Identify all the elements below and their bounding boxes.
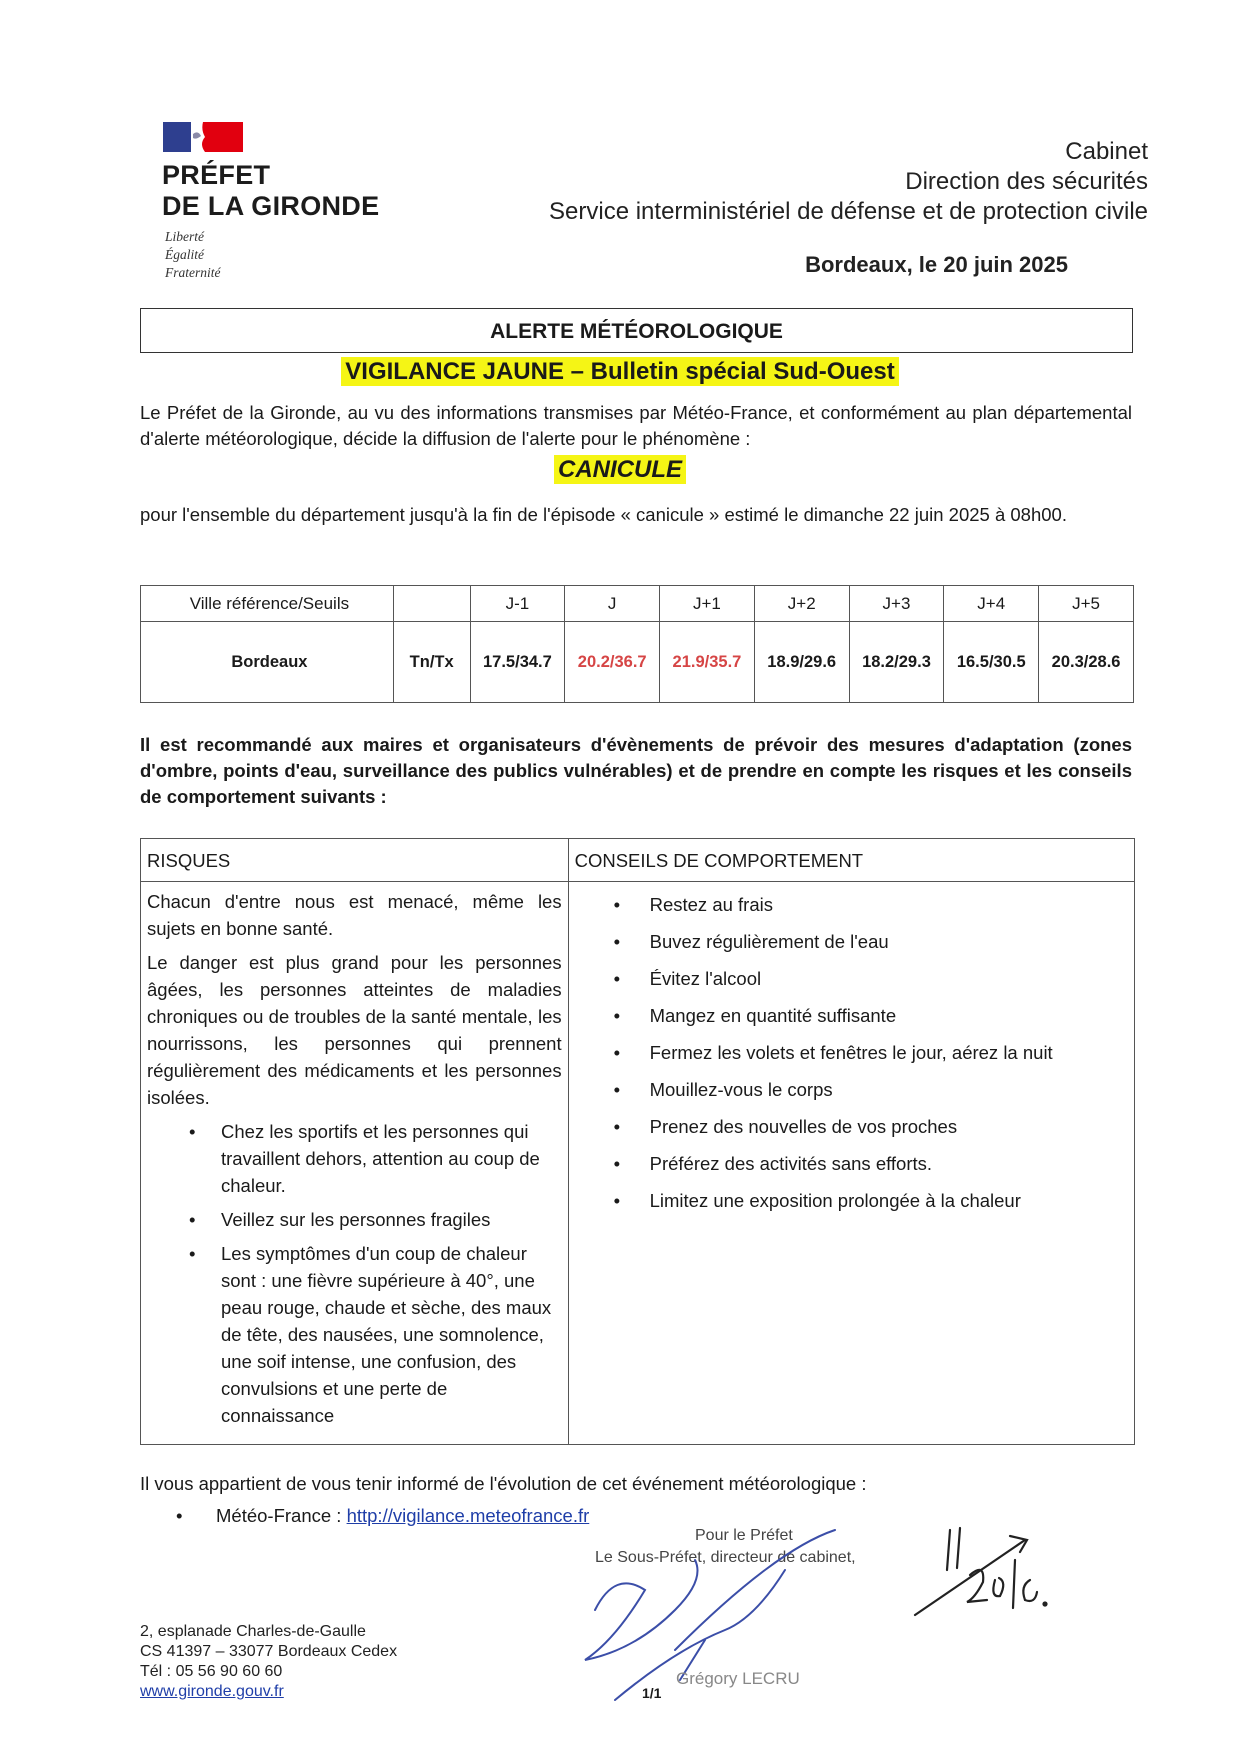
temperature-cell: 16.5/30.5 [944,622,1039,703]
cabinet-label: Cabinet [1065,138,1148,165]
source-label: Météo-France : [216,1505,342,1526]
advice-cell [568,882,1134,1445]
day-header: J-1 [470,586,565,622]
temperature-cell: 17.5/34.7 [470,622,565,703]
motto-fraternite: Fraternité [165,265,221,280]
document-date: Bordeaux, le 20 juin 2025 [805,252,1068,277]
risks-advice-header-row [141,839,1135,882]
list-item: • Veillez sur les personnes fragiles [147,1206,562,1233]
risks-list [147,1118,562,1429]
phenomenon-label: CANICULE [554,455,686,484]
alert-title: ALERTE MÉTÉOROLOGIQUE [140,308,1133,353]
prefecture-name [162,160,379,222]
list-item: • Mouillez-vous le corps [570,1076,1133,1103]
footer-phone: Tél : 05 56 90 60 60 [140,1663,283,1680]
vigilance-link[interactable]: http://vigilance.meteofrance.fr [346,1505,590,1526]
day-header: J+5 [1039,586,1134,622]
signature-line1: Pour le Préfet [695,1527,793,1544]
list-item: • Fermez les volets et fenêtres le jour, aérez la nuit [570,1039,1133,1066]
risks-advice-table [140,838,1135,1445]
list-item: • Chez les sportifs et les personnes qui travaillent dehors, attention au coup de chaleur. [147,1118,562,1199]
city-cell: Bordeaux [141,622,394,703]
signatory-name: Grégory LECRU [676,1669,800,1688]
info-text: Il vous appartient de vous tenir informé de l'évolution de cet événement météorologique : [140,1473,867,1494]
bullet-icon: • [176,1505,183,1526]
empty-header-cell [393,586,470,622]
table-header-row [141,586,1134,622]
vigilance-banner [0,358,1240,386]
risks-header: RISQUES [141,839,569,882]
footer-contact [140,1622,397,1702]
temperature-thresholds-table [140,585,1134,703]
direction-label: Direction des sécurités [905,168,1148,195]
phenomenon-banner [0,456,1240,484]
prefecture-name-line1: PRÉFET [162,160,271,190]
list-item: • Les symptômes d'un coup de chaleur sont : une fièvre supérieure à 40°, une peau rouge, chaude et sèche, des maux de tête, des nausées, une somnolence, une soif intense, une confusion, des convulsions et une perte de connaissance [147,1240,562,1429]
list-item: • Buvez régulièrement de l'eau [570,928,1133,955]
list-item: • Mangez en quantité suffisante [570,1002,1133,1029]
temperature-cell-alert: 20.2/36.7 [565,622,660,703]
motto-egalite: Égalité [165,247,204,262]
day-header: J+4 [944,586,1039,622]
list-item: • Préférez des activités sans efforts. [570,1150,1133,1177]
advice-header: CONSEILS DE COMPORTEMENT [568,839,1134,882]
advice-list [570,883,1133,1214]
page-number: 1/1 [642,1685,662,1701]
issuing-service [549,137,1148,227]
footer-address2: CS 41397 – 33077 Bordeaux Cedex [140,1643,398,1660]
list-item: • Limitez une exposition prolongée à la chaleur [570,1187,1133,1214]
list-item: • Évitez l'alcool [570,965,1133,992]
footer-website-link[interactable]: www.gironde.gouv.fr [140,1683,284,1700]
alert-scope: pour l'ensemble du département jusqu'à la fin de l'épisode « canicule » estimé le dimanche 22 juin 2025 à 08h00. [140,504,1067,525]
temperature-cell: 20.3/28.6 [1039,622,1134,703]
risks-advice-content-row [141,882,1135,1445]
signature-line2: Le Sous-Préfet, directeur de cabinet, [595,1549,856,1566]
prefecture-name-line2: DE LA GIRONDE [162,191,380,221]
list-item: • Prenez des nouvelles de vos proches [570,1113,1133,1140]
alert-intro: Le Préfet de la Gironde, au vu des informations transmises par Météo-France, et conformément au plan départemental d'alerte météorologique, décide la diffusion de l'alerte pour le phénomène : [140,402,1132,449]
risks-paragraph: Le danger est plus grand pour les personnes âgées, les personnes atteintes de maladies chroniques ou de troubles de la santé mentale, les nourrissons, les personnes qui prennent régulièrement des médicaments et les personnes isolées. [147,952,562,1108]
risks-paragraph: Chacun d'entre nous est menacé, même les sujets en bonne santé. [147,891,562,939]
list-item: • Restez au frais [570,891,1133,918]
service-label: Service interministériel de défense et de protection civile [549,198,1148,225]
day-header: J+1 [660,586,755,622]
republic-motto [165,228,221,282]
day-header: J [565,586,660,622]
temperature-cell-alert: 21.9/35.7 [660,622,755,703]
day-header: J+2 [754,586,849,622]
motto-liberte: Liberté [165,229,204,244]
footer-address1: 2, esplanade Charles-de-Gaulle [140,1623,366,1640]
vigilance-level: VIGILANCE JAUNE – Bulletin spécial Sud-Ouest [341,357,898,386]
risks-cell [141,882,569,1445]
reference-city-header: Ville référence/Seuils [141,586,394,622]
measure-cell: Tn/Tx [393,622,470,703]
temperature-cell: 18.2/29.3 [849,622,944,703]
handwritten-signature [555,1500,1055,1715]
meteo-source [176,1505,589,1527]
temperature-cell: 18.9/29.6 [754,622,849,703]
table-row [141,622,1134,703]
republique-francaise-logo [163,122,243,152]
day-header: J+3 [849,586,944,622]
recommendation-text: Il est recommandé aux maires et organisateurs d'évènements de prévoir des mesures d'adaptation (zones d'ombre, points d'eau, surveillance des publics vulnérables) et de prendre en compte les risques et les conseils de comportement suivants : [140,734,1132,807]
